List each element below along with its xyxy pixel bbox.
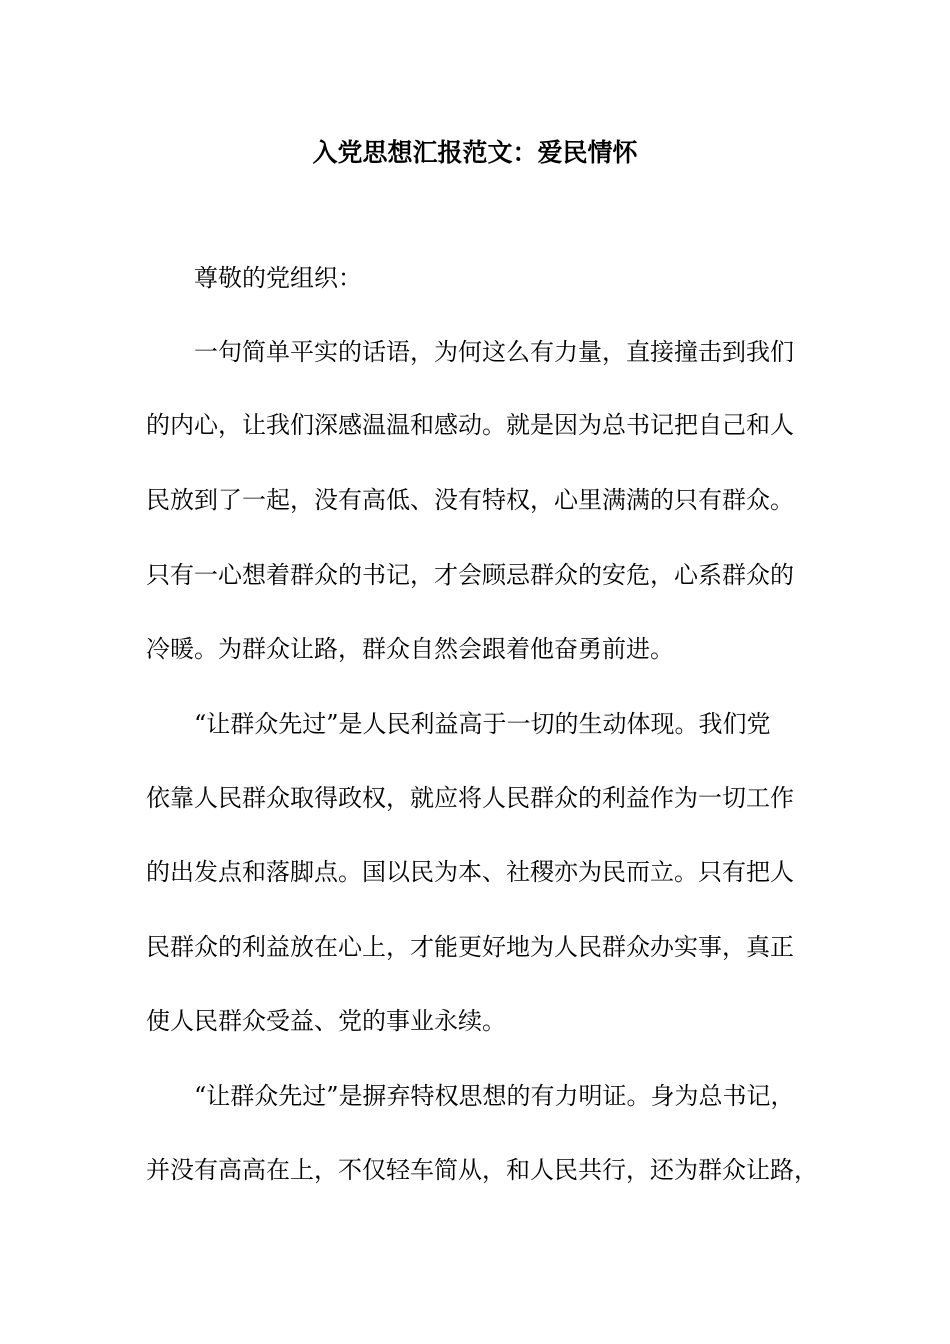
paragraph-1-line-4: 只有一心想着群众的书记，才会顾忌群众的安危，心系群众的 <box>146 561 794 589</box>
document-title: 入党思想汇报范文：爱民情怀 <box>312 138 638 167</box>
paragraph-2-line-3: 的出发点和落脚点。国以民为本、社稷亦为民而立。只有把人 <box>146 858 794 886</box>
paragraph-1-line-3: 民放到了一起，没有高低、没有特权，心里满满的只有群众。 <box>146 486 794 514</box>
salutation: 尊敬的党组织： <box>194 264 362 292</box>
paragraph-2-line-5: 使人民群众受益、党的事业永续。 <box>146 1007 506 1035</box>
paragraph-1-line-1: 一句简单平实的话语，为何这么有力量，直接撞击到我们 <box>194 338 794 366</box>
paragraph-3-line-2: 并没有高高在上，不仅轻车简从，和人民共行，还为群众让路， <box>146 1156 818 1184</box>
paragraph-3-line-1: “让群众先过”是摒弃特权思想的有力明证。身为总书记， <box>194 1082 795 1110</box>
paragraph-2-line-4: 民群众的利益放在心上，才能更好地为人民群众办实事，真正 <box>146 933 794 961</box>
paragraph-1-line-5: 冷暖。为群众让路，群众自然会跟着他奋勇前进。 <box>146 635 674 663</box>
paragraph-2-line-1: “让群众先过”是人民利益高于一切的生动体现。我们党 <box>194 710 771 738</box>
paragraph-2-line-2: 依靠人民群众取得政权，就应将人民群众的利益作为一切工作 <box>146 784 794 812</box>
paragraph-1-line-2: 的内心，让我们深感温温和感动。就是因为总书记把自己和人 <box>146 411 794 439</box>
